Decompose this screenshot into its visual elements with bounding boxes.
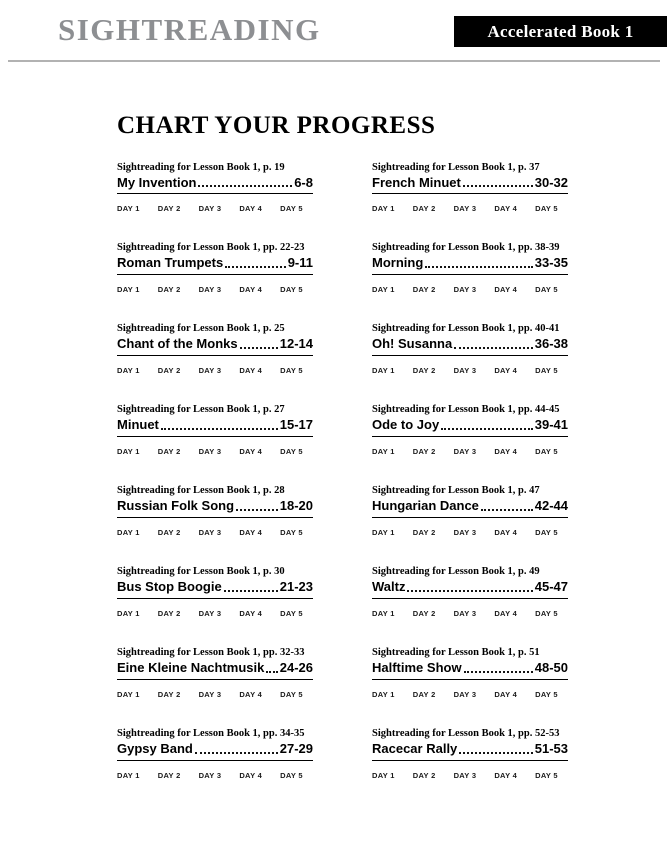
- day-label: DAY 4: [239, 366, 263, 376]
- entry-title: Gypsy Band: [117, 741, 193, 757]
- day-label: DAY 2: [157, 204, 181, 214]
- progress-entry: [117, 647, 313, 699]
- dot-leader: [266, 671, 277, 673]
- entry-source: Sightreading for Lesson Book 1, p. 47: [372, 485, 540, 497]
- day-label: DAY 3: [453, 204, 477, 214]
- day-label: DAY 4: [239, 204, 263, 214]
- day-label: DAY 1: [117, 204, 140, 214]
- entry-title: Roman Trumpets: [117, 255, 224, 271]
- page-title: CHART YOUR PROGRESS: [117, 112, 436, 139]
- day-label: DAY 1: [372, 447, 395, 457]
- progress-entry: [372, 162, 568, 214]
- entry-title-row: [117, 337, 313, 356]
- dot-leader: [236, 509, 278, 511]
- day-checkoff-row: [117, 528, 313, 537]
- day-label: DAY 5: [535, 204, 558, 214]
- day-label: DAY 4: [494, 528, 518, 538]
- entry-title: Bus Stop Boogie: [117, 579, 222, 595]
- progress-entry: [117, 566, 313, 618]
- day-checkoff-row: [117, 447, 313, 456]
- entry-source: Sightreading for Lesson Book 1, pp. 44-45: [372, 404, 560, 416]
- day-checkoff-row: [372, 771, 568, 780]
- entry-source: Sightreading for Lesson Book 1, pp. 32-33: [117, 647, 305, 659]
- day-label: DAY 3: [453, 528, 477, 538]
- entry-title: My Invention: [117, 174, 197, 190]
- day-checkoff-row: [117, 690, 313, 699]
- day-label: DAY 1: [372, 690, 395, 700]
- day-checkoff-row: [117, 771, 313, 780]
- day-label: DAY 3: [198, 366, 222, 376]
- day-label: DAY 4: [494, 609, 518, 619]
- book-edition-label: Accelerated Book 1: [487, 21, 634, 41]
- header-divider: [8, 60, 660, 62]
- entry-title-row: [117, 742, 313, 761]
- entry-title-row: [372, 661, 568, 680]
- day-label: DAY 5: [535, 609, 558, 619]
- day-label: DAY 4: [239, 690, 263, 700]
- entry-source: Sightreading for Lesson Book 1, p. 51: [372, 647, 540, 659]
- day-checkoff-row: [117, 366, 313, 375]
- dot-leader: [425, 266, 532, 268]
- day-label: DAY 4: [494, 447, 518, 457]
- day-label: DAY 3: [453, 285, 477, 295]
- progress-entry: [372, 485, 568, 537]
- dot-leader: [225, 266, 286, 268]
- entry-page-range: 15-17: [279, 417, 313, 433]
- day-label: DAY 4: [239, 771, 263, 780]
- entry-source: Sightreading for Lesson Book 1, p. 25: [117, 323, 285, 335]
- day-label: DAY 3: [198, 528, 222, 538]
- left-column: [117, 162, 313, 810]
- progress-entry: [372, 566, 568, 618]
- day-label: DAY 5: [535, 528, 558, 538]
- day-label: DAY 5: [280, 771, 303, 780]
- entry-page-range: 24-26: [279, 660, 313, 676]
- day-label: DAY 4: [239, 528, 263, 538]
- day-label: DAY 5: [535, 285, 558, 295]
- entry-source: Sightreading for Lesson Book 1, p. 27: [117, 404, 285, 416]
- entry-page-range: 18-20: [279, 498, 313, 514]
- day-label: DAY 1: [117, 528, 140, 538]
- day-label: DAY 3: [453, 771, 477, 780]
- entry-source: Sightreading for Lesson Book 1, pp. 40-41: [372, 323, 560, 335]
- day-label: DAY 1: [372, 528, 395, 538]
- day-label: DAY 4: [494, 285, 518, 295]
- entry-page-range: 21-23: [279, 579, 313, 595]
- entry-title: Minuet: [117, 417, 159, 433]
- progress-entry: [117, 404, 313, 456]
- day-label: DAY 1: [117, 771, 140, 780]
- entry-page-range: 12-14: [279, 336, 313, 352]
- day-label: DAY 2: [412, 609, 436, 619]
- entry-page-range: 42-44: [534, 498, 568, 514]
- entry-page-range: 9-11: [287, 255, 313, 271]
- dot-leader: [161, 428, 278, 430]
- day-label: DAY 2: [157, 366, 181, 376]
- entry-source: Sightreading for Lesson Book 1, p. 49: [372, 566, 540, 578]
- dot-leader: [454, 347, 533, 349]
- progress-entry: [117, 323, 313, 375]
- entry-title-row: [372, 742, 568, 761]
- day-label: DAY 3: [198, 447, 222, 457]
- day-label: DAY 3: [453, 366, 477, 376]
- dot-leader: [463, 185, 533, 187]
- day-label: DAY 2: [157, 609, 181, 619]
- day-label: DAY 1: [372, 366, 395, 376]
- day-label: DAY 5: [280, 609, 303, 619]
- entry-title-row: [372, 256, 568, 275]
- day-label: DAY 4: [494, 204, 518, 214]
- day-checkoff-row: [117, 204, 313, 213]
- dot-leader: [195, 752, 278, 754]
- day-label: DAY 2: [157, 690, 181, 700]
- entry-title: Russian Folk Song: [117, 498, 235, 514]
- day-label: DAY 2: [157, 447, 181, 457]
- entry-title: Oh! Susanna: [372, 336, 453, 352]
- book-title: SIGHTREADING: [58, 12, 321, 47]
- day-label: DAY 3: [198, 204, 222, 214]
- entry-page-range: 39-41: [534, 417, 568, 433]
- day-label: DAY 5: [280, 366, 303, 376]
- dot-leader: [481, 509, 533, 511]
- progress-entry: [117, 485, 313, 537]
- day-label: DAY 2: [157, 528, 181, 538]
- entry-title-row: [117, 176, 313, 195]
- progress-entry: [372, 647, 568, 699]
- entry-title-row: [372, 499, 568, 518]
- entry-title-row: [372, 580, 568, 599]
- entry-page-range: 48-50: [534, 660, 568, 676]
- day-label: DAY 2: [157, 285, 181, 295]
- day-label: DAY 3: [453, 609, 477, 619]
- progress-entry: [372, 323, 568, 375]
- day-label: DAY 1: [117, 609, 140, 619]
- day-label: DAY 2: [412, 285, 436, 295]
- entry-title: Halftime Show: [372, 660, 462, 676]
- day-checkoff-row: [372, 366, 568, 375]
- day-label: DAY 3: [453, 447, 477, 457]
- entry-title-row: [372, 337, 568, 356]
- progress-chart: [117, 112, 569, 809]
- progress-entry: [117, 728, 313, 780]
- entry-page-range: 27-29: [279, 741, 313, 757]
- day-label: DAY 4: [494, 366, 518, 376]
- day-label: DAY 5: [280, 204, 303, 214]
- entry-title: Chant of the Monks: [117, 336, 238, 352]
- day-checkoff-row: [372, 609, 568, 618]
- day-label: DAY 5: [280, 528, 303, 538]
- entry-page-range: 30-32: [534, 174, 568, 190]
- entry-title-row: [117, 661, 313, 680]
- entry-page-range: 45-47: [534, 579, 568, 595]
- day-label: DAY 2: [412, 447, 436, 457]
- entry-title: Ode to Joy: [372, 417, 440, 433]
- day-label: DAY 4: [494, 771, 518, 780]
- entry-title: Hungarian Dance: [372, 498, 479, 514]
- dot-leader: [459, 752, 532, 754]
- entry-title-row: [117, 499, 313, 518]
- day-label: DAY 5: [535, 366, 558, 376]
- day-label: DAY 5: [535, 771, 558, 780]
- entry-source: Sightreading for Lesson Book 1, p. 37: [372, 161, 540, 173]
- progress-entry: [372, 242, 568, 294]
- day-label: DAY 1: [372, 204, 395, 214]
- entry-page-range: 33-35: [534, 255, 568, 271]
- entry-title: Morning: [372, 255, 424, 271]
- day-label: DAY 2: [412, 204, 436, 214]
- progress-entry: [372, 728, 568, 780]
- entry-source: Sightreading for Lesson Book 1, p. 28: [117, 485, 285, 497]
- day-label: DAY 5: [535, 447, 558, 457]
- day-label: DAY 1: [117, 690, 140, 700]
- entry-title: Eine Kleine Nachtmusik: [117, 660, 265, 676]
- day-label: DAY 2: [412, 528, 436, 538]
- day-label: DAY 2: [412, 771, 436, 780]
- entry-title: French Minuet: [372, 174, 461, 190]
- chart-columns: [117, 162, 569, 810]
- entry-source: Sightreading for Lesson Book 1, pp. 52-53: [372, 728, 560, 740]
- progress-entry: [117, 162, 313, 214]
- dot-leader: [198, 185, 292, 187]
- dot-leader: [224, 590, 278, 592]
- day-label: DAY 1: [117, 447, 140, 457]
- day-checkoff-row: [372, 690, 568, 699]
- day-label: DAY 3: [198, 285, 222, 295]
- day-label: DAY 3: [198, 690, 222, 700]
- day-label: DAY 4: [239, 285, 263, 295]
- entry-source: Sightreading for Lesson Book 1, pp. 38-39: [372, 242, 560, 254]
- entry-title-row: [117, 418, 313, 437]
- day-checkoff-row: [117, 609, 313, 618]
- entry-source: Sightreading for Lesson Book 1, pp. 22-23: [117, 242, 305, 254]
- day-label: DAY 1: [372, 771, 395, 780]
- dot-leader: [464, 671, 533, 673]
- entry-source: Sightreading for Lesson Book 1, p. 19: [117, 161, 285, 173]
- entry-title-row: [117, 256, 313, 275]
- day-label: DAY 1: [372, 609, 395, 619]
- right-column: [372, 162, 568, 810]
- day-checkoff-row: [372, 528, 568, 537]
- entry-title: Racecar Rally: [372, 741, 458, 757]
- day-label: DAY 2: [412, 690, 436, 700]
- day-label: DAY 2: [412, 366, 436, 376]
- entry-title: Waltz: [372, 579, 406, 595]
- entry-source: Sightreading for Lesson Book 1, p. 30: [117, 566, 285, 578]
- entry-title-row: [372, 176, 568, 195]
- day-checkoff-row: [372, 447, 568, 456]
- dot-leader: [441, 428, 533, 430]
- entry-page-range: 36-38: [534, 336, 568, 352]
- progress-entry: [372, 404, 568, 456]
- day-label: DAY 3: [453, 690, 477, 700]
- day-label: DAY 5: [280, 690, 303, 700]
- book-edition-badge: [454, 16, 667, 47]
- day-label: DAY 3: [198, 771, 222, 780]
- day-label: DAY 2: [157, 771, 181, 780]
- entry-title-row: [117, 580, 313, 599]
- page-header: [0, 12, 667, 50]
- entry-page-range: 51-53: [534, 741, 568, 757]
- day-label: DAY 1: [372, 285, 395, 295]
- dot-leader: [407, 590, 532, 592]
- entry-page-range: 6-8: [294, 174, 313, 190]
- day-label: DAY 5: [535, 690, 558, 700]
- day-label: DAY 3: [198, 609, 222, 619]
- day-label: DAY 4: [239, 447, 263, 457]
- day-label: DAY 1: [117, 366, 140, 376]
- entry-title-row: [372, 418, 568, 437]
- day-checkoff-row: [372, 285, 568, 294]
- day-label: DAY 5: [280, 285, 303, 295]
- day-checkoff-row: [117, 285, 313, 294]
- day-checkoff-row: [372, 204, 568, 213]
- day-label: DAY 4: [494, 690, 518, 700]
- day-label: DAY 1: [117, 285, 140, 295]
- dot-leader: [240, 347, 278, 349]
- entry-source: Sightreading for Lesson Book 1, pp. 34-35: [117, 728, 305, 740]
- day-label: DAY 5: [280, 447, 303, 457]
- day-label: DAY 4: [239, 609, 263, 619]
- progress-entry: [117, 242, 313, 294]
